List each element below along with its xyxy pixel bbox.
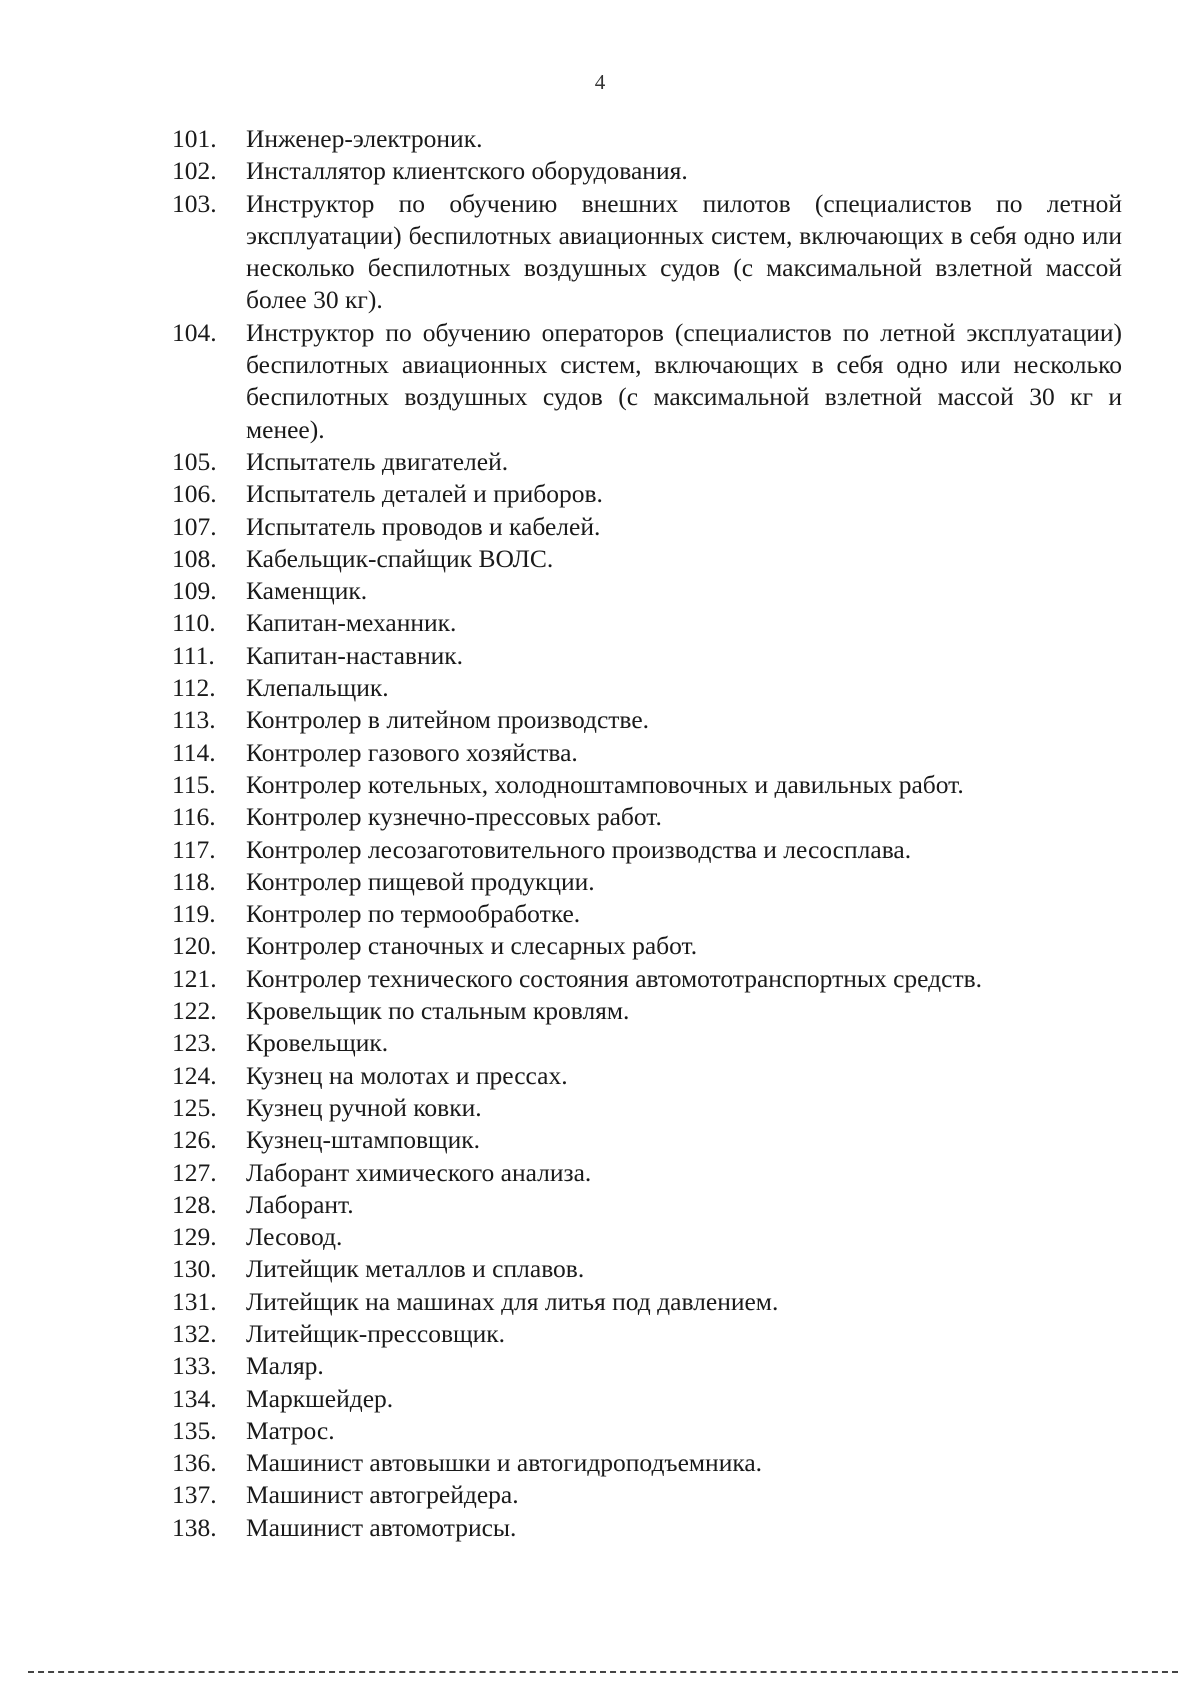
item-number: 130.	[172, 1254, 217, 1284]
item-number: 108.	[172, 543, 217, 573]
list-item	[172, 446, 1122, 478]
item-text: Лаборант.	[246, 1189, 354, 1219]
list-item	[172, 511, 1122, 543]
item-text: Клепальщик.	[246, 673, 389, 703]
item-number: 111.	[172, 640, 215, 670]
item-text: Кабельщик-спайщик ВОЛС.	[246, 543, 554, 573]
item-text: Капитан-механник.	[246, 608, 457, 638]
item-number: 102.	[172, 156, 217, 186]
item-text: Контролер котельных, холодноштамповочных и давильных работ.	[246, 769, 964, 799]
list-item	[172, 155, 1122, 187]
item-number: 133.	[172, 1351, 217, 1381]
list-item	[172, 607, 1122, 639]
item-text: Контролер газового хозяйства.	[246, 737, 578, 767]
list-item	[172, 1318, 1122, 1350]
item-text: Литейщик металлов и сплавов.	[246, 1254, 585, 1284]
item-number: 126.	[172, 1125, 217, 1155]
item-number: 135.	[172, 1415, 217, 1445]
item-number: 110.	[172, 608, 216, 638]
list-item	[172, 866, 1122, 898]
item-number: 113.	[172, 705, 216, 735]
item-number: 116.	[172, 802, 216, 832]
list-item	[172, 1124, 1122, 1156]
item-text: Кузнец на молотах и прессах.	[246, 1060, 568, 1090]
list-item	[172, 478, 1122, 510]
item-number: 128.	[172, 1189, 217, 1219]
list-item	[172, 640, 1122, 672]
list-item	[172, 1189, 1122, 1221]
list-item	[172, 1060, 1122, 1092]
list-item	[172, 769, 1122, 801]
item-text: Машинист автомотрисы.	[246, 1512, 517, 1542]
item-text: Испытатель двигателей.	[246, 446, 509, 476]
item-number: 115.	[172, 769, 216, 799]
list-item	[172, 834, 1122, 866]
list-item	[172, 317, 1122, 446]
list-item	[172, 930, 1122, 962]
item-text: Лаборант химического анализа.	[246, 1157, 592, 1187]
list-item	[172, 1253, 1122, 1285]
list-item	[172, 123, 1122, 155]
item-text: Испытатель деталей и приборов.	[246, 479, 603, 509]
item-number: 122.	[172, 996, 217, 1026]
list-item	[172, 1157, 1122, 1189]
item-text: Контролер технического состояния автомототранспортных средств.	[246, 963, 983, 993]
item-text: Инженер-электроник.	[246, 124, 483, 153]
list-item	[172, 704, 1122, 736]
item-number: 132.	[172, 1318, 217, 1348]
item-text: Литейщик-прессовщик.	[246, 1318, 506, 1348]
item-text: Капитан-наставник.	[246, 640, 464, 670]
item-text: Литейщик на машинах для литья под давлением.	[246, 1286, 779, 1316]
list-item	[172, 1479, 1122, 1511]
footer-dashed-rule	[28, 1671, 1178, 1673]
item-text: Маляр.	[246, 1351, 324, 1381]
item-text: Инструктор по обучению внешних пилотов (специалистов по летной эксплуатации) беспилотных авиационных систем, включающих в себя одно или несколько беспилотных воздушных судов (с максимальной взлетной массой более 30 кг).	[246, 188, 1122, 315]
list-item	[172, 1027, 1122, 1059]
list-item	[172, 801, 1122, 833]
item-number: 120.	[172, 931, 217, 961]
item-number: 109.	[172, 576, 217, 606]
item-number: 125.	[172, 1092, 217, 1122]
item-number: 136.	[172, 1448, 217, 1478]
item-number: 114.	[172, 737, 216, 767]
item-text: Матрос.	[246, 1415, 335, 1445]
item-number: 118.	[172, 866, 216, 896]
page-number: 4	[594, 70, 606, 94]
item-text: Кровельщик по стальным кровлям.	[246, 996, 630, 1026]
item-text: Контролер станочных и слесарных работ.	[246, 931, 698, 961]
list-item	[172, 188, 1122, 317]
item-number: 131.	[172, 1286, 217, 1316]
list-item	[172, 672, 1122, 704]
list-item	[172, 898, 1122, 930]
item-number: 123.	[172, 1028, 217, 1058]
item-number: 137.	[172, 1480, 217, 1510]
item-number: 104.	[172, 317, 217, 347]
item-text: Контролер пищевой продукции.	[246, 866, 595, 896]
profession-list	[172, 123, 1122, 1544]
item-text: Испытатель проводов и кабелей.	[246, 511, 601, 541]
item-number: 105.	[172, 446, 217, 476]
item-number: 119.	[172, 899, 216, 929]
item-number: 101.	[172, 124, 217, 153]
item-text: Контролер в литейном производстве.	[246, 705, 650, 735]
list-item	[172, 1092, 1122, 1124]
list-item	[172, 1286, 1122, 1318]
item-number: 124.	[172, 1060, 217, 1090]
item-text: Машинист автогрейдера.	[246, 1480, 519, 1510]
list-item	[172, 543, 1122, 575]
item-text: Инсталлятор клиентского оборудования.	[246, 156, 688, 186]
list-item	[172, 963, 1122, 995]
item-text: Контролер по термообработке.	[246, 899, 581, 929]
item-number: 134.	[172, 1383, 217, 1413]
list-item	[172, 1350, 1122, 1382]
list-item	[172, 1512, 1122, 1544]
item-text: Инструктор по обучению операторов (специалистов по летной эксплуатации) беспилотных авиационных систем, включающих в себя одно или несколько беспилотных воздушных судов (с максимальной взлетной массой 30 кг и менее).	[246, 317, 1122, 444]
list-item	[172, 995, 1122, 1027]
item-number: 117.	[172, 834, 216, 864]
item-text: Маркшейдер.	[246, 1383, 394, 1413]
list-item	[172, 1447, 1122, 1479]
item-number: 112.	[172, 673, 216, 703]
item-number: 129.	[172, 1222, 217, 1252]
item-number: 106.	[172, 479, 217, 509]
list-item	[172, 1383, 1122, 1415]
item-number: 121.	[172, 963, 217, 993]
list-item	[172, 575, 1122, 607]
item-text: Каменщик.	[246, 576, 368, 606]
item-text: Лесовод.	[246, 1222, 343, 1252]
item-text: Кузнец-штамповщик.	[246, 1125, 481, 1155]
item-text: Машинист автовышки и автогидроподъемника.	[246, 1448, 763, 1478]
item-number: 103.	[172, 188, 217, 218]
item-text: Кровельщик.	[246, 1028, 389, 1058]
list-item	[172, 737, 1122, 769]
item-number: 107.	[172, 511, 217, 541]
list-item	[172, 1221, 1122, 1253]
item-text: Кузнец ручной ковки.	[246, 1092, 482, 1122]
list-item	[172, 1415, 1122, 1447]
item-number: 127.	[172, 1157, 217, 1187]
item-text: Контролер кузнечно-прессовых работ.	[246, 802, 662, 832]
item-number: 138.	[172, 1512, 217, 1542]
item-text: Контролер лесозаготовительного производства и лесосплава.	[246, 834, 912, 864]
